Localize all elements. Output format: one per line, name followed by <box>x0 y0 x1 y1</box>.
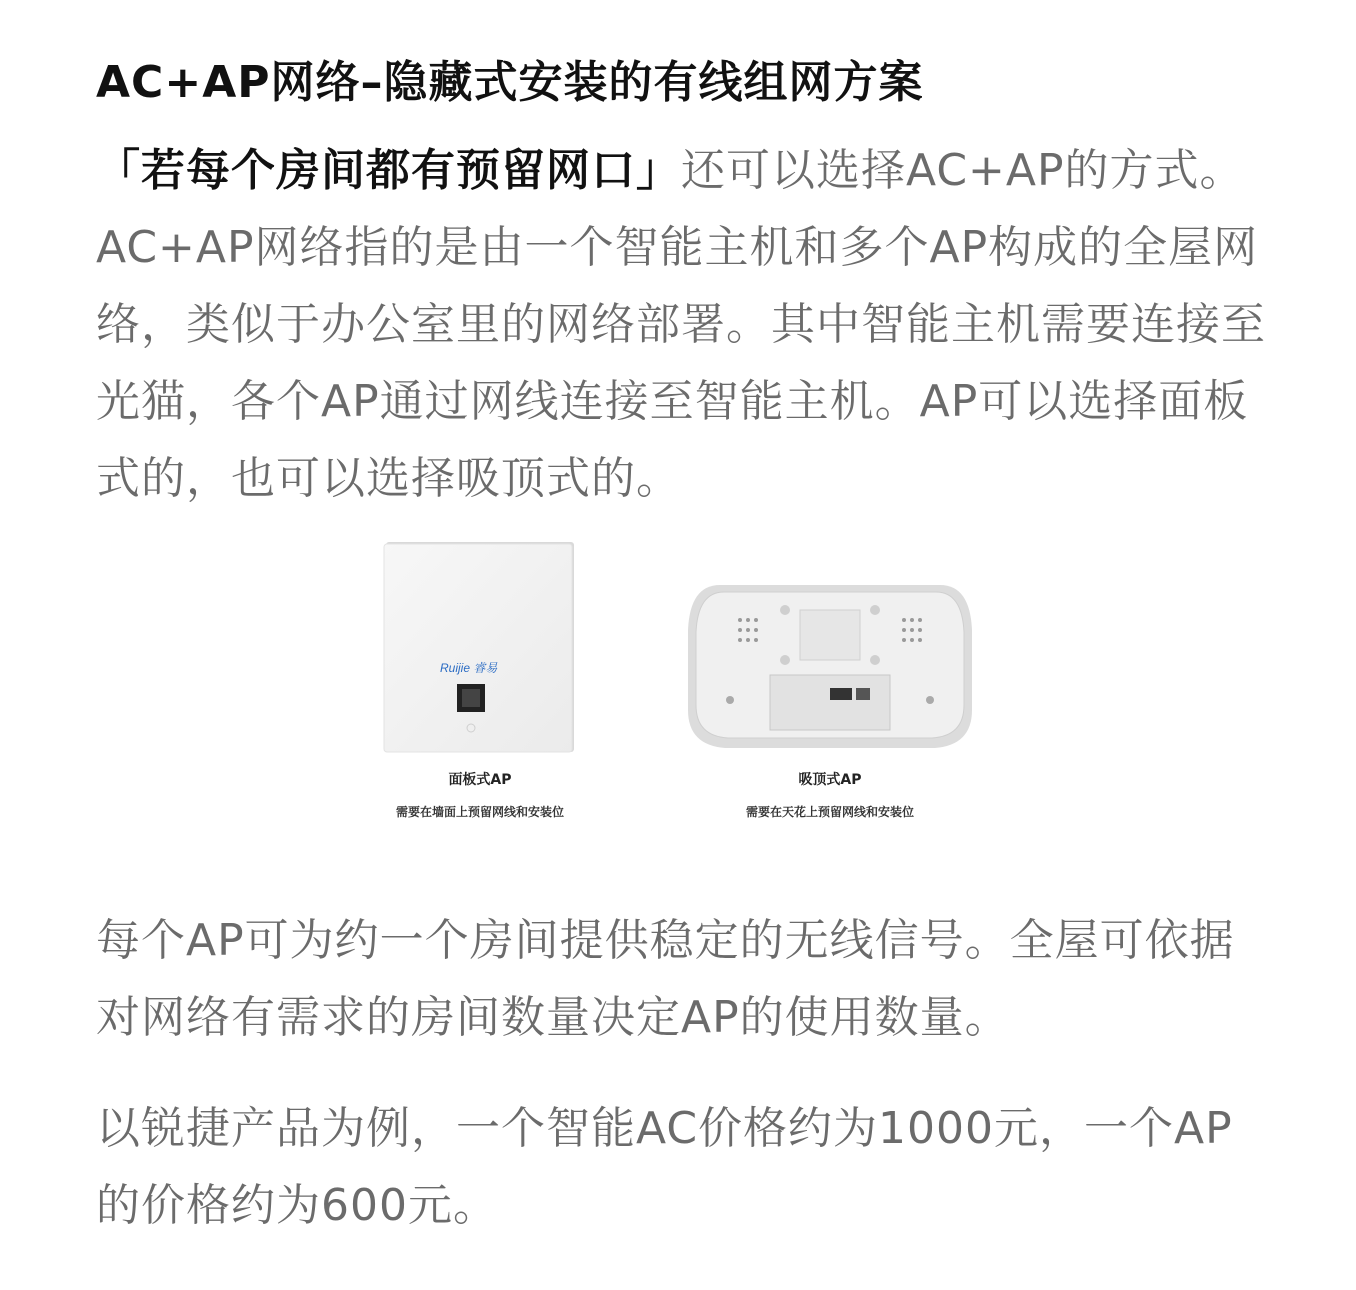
panel-ap-image <box>380 540 580 755</box>
intro-body: 还可以选择AC+AP的方式。AC+AP网络指的是由一个智能主机和多个AP构成的全屋网络，类似于办公室里的网络部署。其中智能主机需要连接至光猫，各个AP通过网线连接至智能主机。AP可以选择面板式的，也可以选择吸顶式的。 <box>96 145 1266 504</box>
ceiling-ap-image <box>680 540 980 755</box>
article-title: AC+AP网络–隐藏式安装的有线组网方案 <box>96 57 924 108</box>
ceiling-ap-illustration <box>680 540 980 755</box>
ceiling-ap-desc: 需要在天花上预留网线和安装位 <box>745 805 914 819</box>
ceiling-ap-name: 吸顶式AP <box>798 772 862 788</box>
panel-ap-name: 面板式AP <box>448 772 512 788</box>
coverage-paragraph: 每个AP可为约一个房间提供稳定的无线信号。全屋可依据对网络有需求的房间数量决定AP的使用数量。 <box>96 915 1235 1043</box>
panel-ap-product <box>340 540 620 820</box>
panel-ap-desc: 需要在墙面上预留网线和安装位 <box>395 805 564 819</box>
intro-lead: 「若每个房间都有预留网口」 <box>96 145 681 196</box>
ceiling-ap-product <box>660 540 1000 820</box>
intro-paragraph <box>96 132 1266 517</box>
panel-ap-illustration <box>380 540 580 755</box>
panel-brand-label: Ruijie 睿易 <box>440 661 498 675</box>
price-paragraph: 以锐捷产品为例，一个智能AC价格约为1000元，一个AP的价格约为600元。 <box>96 1103 1233 1231</box>
